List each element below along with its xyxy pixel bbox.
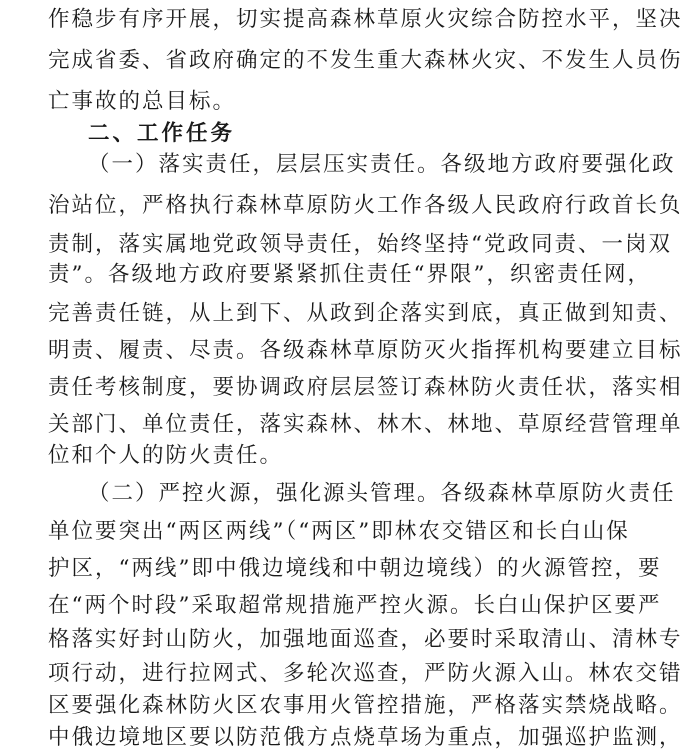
text-line-9: 完善责任链，从上到下、从政到企落实到底，真正做到知责、 [48,301,683,326]
text-line-12: 关部门、单位责任，落实森林、林木、林地、草原经营管理单 [48,412,683,437]
text-line-1: 作稳步有序开展，切实提高森林草原火灾综合防控水平，坚决 [48,7,683,32]
text-line-5: （一）落实责任，层层压实责任。各级地方政府要强化政 [88,152,676,177]
section-heading: 二、工作任务 [88,121,236,146]
text-line-15: 单位要突出“两区两线”（“两区”即林农交错区和长白山保 [48,519,630,544]
text-line-6: 治站位，严格执行森林草原防火工作各级人民政府行政首长负 [48,193,683,218]
text-line-7: 责制，落实属地党政领导责任，始终坚持“党政同责、一岗双 [48,232,672,257]
text-line-13: 位和个人的防火责任。 [48,443,284,468]
text-line-3: 亡事故的总目标。 [48,89,237,114]
text-line-11: 责任考核制度，要协调政府层层签订森林防火责任状，落实相 [48,375,683,400]
text-line-10: 明责、履责、尽责。各级森林草原防灭火指挥机构要建立目标 [48,338,683,363]
text-line-14: （二）严控火源，强化源头管理。各级森林草原防火责任 [88,481,676,506]
text-line-18: 格落实好封山防火，加强地面巡查，必要时采取清山、清林专 [48,627,683,652]
text-line-21: 中俄边境地区要以防范俄方点烧草场为重点，加强巡护监测， [48,725,683,750]
text-line-2: 完成省委、省政府确定的不发生重大森林火灾、不发生人员伤 [48,48,683,73]
text-line-17: 在“两个时段”采取超常规措施严控火源。长白山保护区要严 [48,593,662,618]
text-line-16: 护区，“两线”即中俄边境线和中朝边境线）的火源管控，要 [48,556,662,581]
text-line-8: 责”。各级地方政府要紧紧抓住责任“界限”，织密责任网， [48,262,651,287]
text-line-19: 项行动，进行拉网式、多轮次巡查，严防火源入山。林农交错 [48,661,683,686]
text-line-20: 区要强化森林防火区农事用火管控措施，严格落实禁烧战略。 [48,693,683,718]
